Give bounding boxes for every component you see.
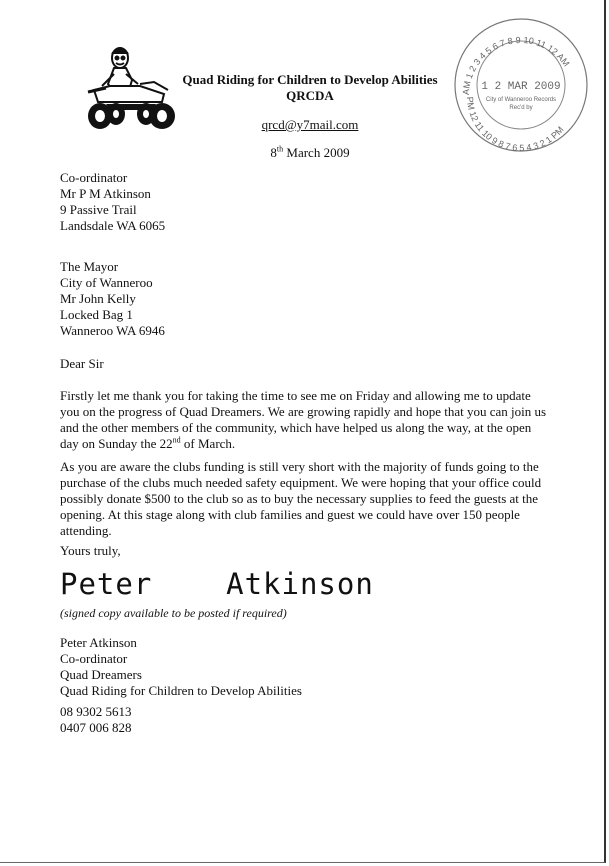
stamp-date: 1 2 MAR 2009 bbox=[481, 81, 561, 93]
footer-line: Peter Atkinson bbox=[60, 635, 137, 650]
recipient-line: The Mayor bbox=[60, 259, 119, 274]
stamp-line2: Rec'd by bbox=[509, 105, 533, 111]
signed-copy-note: (signed copy available to be posted if required) bbox=[60, 606, 287, 620]
stamp-ring-top: AM 1 2 3 4 5 6 7 8 9 10 11 12 AM bbox=[460, 34, 572, 96]
signature-block bbox=[60, 635, 302, 699]
sender-line: 9 Passive Trail bbox=[60, 202, 137, 217]
salutation: Dear Sir bbox=[60, 356, 104, 371]
signature: Peter Atkinson bbox=[60, 567, 374, 601]
org-name: Quad Riding for Children to Develop Abilities bbox=[182, 72, 438, 87]
phone-numbers bbox=[60, 704, 132, 736]
recipient-address bbox=[60, 259, 165, 339]
received-stamp bbox=[453, 17, 589, 153]
sender-line: Landsdale WA 6065 bbox=[60, 218, 166, 233]
sender-line: Mr P M Atkinson bbox=[60, 186, 151, 201]
recipient-line: Locked Bag 1 bbox=[60, 307, 133, 322]
letterhead bbox=[170, 72, 450, 104]
paragraph-1-suffix: nd bbox=[172, 435, 181, 445]
paragraph-2: As you are aware the clubs funding is still very short with the majority of funds going to the purchase of the clubs much needed safety equipment. We were hoping that your office could possibly donate $500 to the club so as to buy the necessary supplies to feed the guests at the opening. At this stage along with club families and guest we could have over 150 people attending. bbox=[60, 459, 542, 538]
recipient-line: Mr John Kelly bbox=[60, 291, 136, 306]
sender-line: Co-ordinator bbox=[60, 170, 128, 185]
date-day: 8 bbox=[270, 145, 277, 160]
paragraph-1-text: Firstly let me thank you for taking the time to see me on Friday and allowing me to update you on the progress of Quad Dreamers. We are growing rapidly and hope that you can join us and the other members of the community, which have helped us along the way, at the open day on Sunday the 22 bbox=[60, 388, 547, 451]
phone-number: 0407 006 828 bbox=[60, 720, 132, 735]
closing: Yours truly, bbox=[60, 543, 121, 558]
paragraph-1 bbox=[60, 388, 547, 452]
date-month-year: March 2009 bbox=[283, 145, 350, 160]
email-link[interactable]: qrcd@y7mail.com bbox=[261, 117, 359, 132]
sender-address bbox=[60, 170, 165, 234]
quad-bike-logo-icon bbox=[80, 40, 180, 140]
stamp-ring-bottom: PM 12 11 10 9 8 7 6 5 4 3 2 1 PM bbox=[464, 96, 566, 153]
footer-line: Co-ordinator bbox=[60, 651, 128, 666]
recipient-line: Wanneroo WA 6946 bbox=[60, 323, 165, 338]
stamp-line1: City of Wanneroo Records bbox=[485, 97, 557, 103]
paragraph-1-end: of March. bbox=[180, 436, 236, 451]
recipient-line: City of Wanneroo bbox=[60, 275, 153, 290]
footer-line: Quad Dreamers bbox=[60, 667, 142, 682]
date-suffix: th bbox=[276, 144, 284, 154]
phone-number: 08 9302 5613 bbox=[60, 704, 132, 719]
org-abbreviation: QRCDA bbox=[286, 88, 334, 103]
letter-date bbox=[170, 145, 450, 161]
footer-line: Quad Riding for Children to Develop Abilities bbox=[60, 683, 302, 698]
